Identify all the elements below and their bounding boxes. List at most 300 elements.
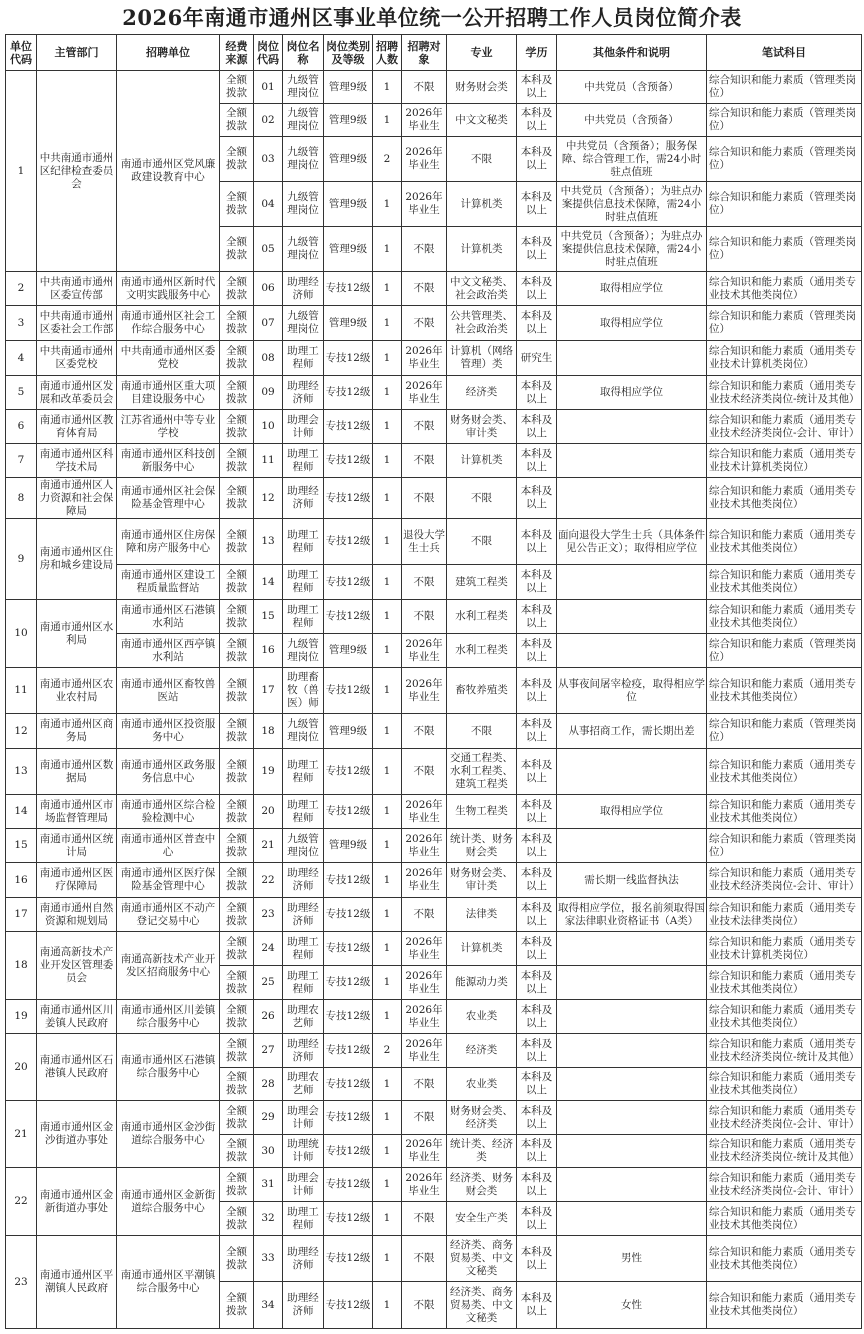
funding: 全额拨款	[220, 1202, 254, 1236]
funding: 全额拨款	[220, 182, 254, 227]
funding: 全额拨款	[220, 749, 254, 795]
notes	[557, 1034, 707, 1068]
headcount: 1	[373, 182, 402, 227]
job-code: 04	[254, 182, 283, 227]
column-header: 岗位类别及等级	[324, 35, 373, 71]
major: 农业类	[447, 1000, 517, 1034]
notes	[557, 1101, 707, 1135]
exam-subject: 综合知识和能力素质（管理类岗位）	[707, 182, 862, 227]
recruiting-unit: 南通市通州区平潮镇综合服务中心	[117, 1236, 220, 1329]
job-code: 26	[254, 1000, 283, 1034]
column-header: 其他条件和说明	[557, 35, 707, 71]
notes	[557, 444, 707, 478]
target: 2026年毕业生	[402, 966, 447, 1000]
recruiting-unit: 南通市通州区医疗保险基金管理中心	[117, 863, 220, 898]
target: 2026年毕业生	[402, 829, 447, 863]
job-code: 08	[254, 341, 283, 376]
job-code: 27	[254, 1034, 283, 1068]
headcount: 1	[373, 714, 402, 749]
table-row	[6, 634, 862, 668]
department: 中共南通市通州区纪律检查委员会	[37, 71, 117, 272]
department: 南通市通州区医疗保障局	[37, 863, 117, 898]
education: 本科及以上	[517, 565, 557, 600]
job-code: 11	[254, 444, 283, 478]
unit-code: 18	[6, 932, 37, 1000]
education: 本科及以上	[517, 410, 557, 444]
table-row	[6, 444, 862, 478]
job-title: 助理统计师	[283, 1135, 324, 1168]
major: 生物工程类	[447, 795, 517, 829]
recruiting-unit: 南通市通州区政务服务信息中心	[117, 749, 220, 795]
education: 本科及以上	[517, 863, 557, 898]
job-code: 25	[254, 966, 283, 1000]
job-code: 03	[254, 137, 283, 182]
exam-subject: 综合知识和能力素质（通用类专业技术经济类岗位-会计、审计）	[707, 410, 862, 444]
education: 本科及以上	[517, 71, 557, 104]
department: 南通市通州自然资源和规划局	[37, 898, 117, 932]
exam-subject: 综合知识和能力素质（管理类岗位）	[707, 137, 862, 182]
recruiting-unit: 南通高新技术产业开发区招商服务中心	[117, 932, 220, 1000]
notes: 中共党员（含预备）；为驻点办案提供信息技术保障，需24小时驻点值班	[557, 227, 707, 272]
positions-table	[5, 34, 862, 1329]
exam-subject: 综合知识和能力素质（通用类专业技术计算机类岗位）	[707, 341, 862, 376]
job-title: 九级管理岗位	[283, 104, 324, 137]
job-level: 专技12级	[324, 565, 373, 600]
target: 2026年毕业生	[402, 137, 447, 182]
exam-subject: 综合知识和能力素质（通用类专业技术其他类岗位）	[707, 519, 862, 565]
headcount: 1	[373, 272, 402, 306]
notes: 取得相应学位	[557, 376, 707, 410]
department: 南通市通州区农业农村局	[37, 668, 117, 714]
job-title: 助理工程师	[283, 444, 324, 478]
table-row	[6, 410, 862, 444]
job-title: 助理工程师	[283, 795, 324, 829]
page-title: 2026年南通市通州区事业单位统一公开招聘工作人员岗位简介表	[122, 5, 742, 30]
department: 南通市通州区金沙街道办事处	[37, 1101, 117, 1168]
target: 2026年毕业生	[402, 1135, 447, 1168]
unit-code: 22	[6, 1168, 37, 1236]
target: 2026年毕业生	[402, 932, 447, 966]
table-row	[6, 1236, 862, 1282]
table-row	[6, 932, 862, 966]
major: 计算机类	[447, 227, 517, 272]
job-title: 助理经济师	[283, 1034, 324, 1068]
job-title: 助理农艺师	[283, 1068, 324, 1101]
headcount: 1	[373, 1202, 402, 1236]
exam-subject: 综合知识和能力素质（通用类专业技术经济类岗位-会计、审计）	[707, 1101, 862, 1135]
funding: 全额拨款	[220, 341, 254, 376]
department: 南通市通州区人力资源和社会保障局	[37, 478, 117, 519]
exam-subject: 综合知识和能力素质（管理类岗位）	[707, 71, 862, 104]
job-code: 07	[254, 306, 283, 341]
target: 不限	[402, 898, 447, 932]
education: 本科及以上	[517, 1236, 557, 1282]
target: 2026年毕业生	[402, 1000, 447, 1034]
notes: 取得相应学位，报名前须取得国家法律职业资格证书（A类）	[557, 898, 707, 932]
job-title: 助理经济师	[283, 863, 324, 898]
exam-subject: 综合知识和能力素质（通用类专业技术法律类岗位）	[707, 898, 862, 932]
exam-subject: 综合知识和能力素质（通用类专业技术计算机类岗位）	[707, 444, 862, 478]
exam-subject: 综合知识和能力素质（管理类岗位）	[707, 634, 862, 668]
unit-code: 1	[6, 71, 37, 272]
education: 本科及以上	[517, 272, 557, 306]
job-code: 13	[254, 519, 283, 565]
target: 不限	[402, 227, 447, 272]
job-title: 九级管理岗位	[283, 634, 324, 668]
job-code: 12	[254, 478, 283, 519]
target: 2026年毕业生	[402, 634, 447, 668]
column-header: 岗位名称	[283, 35, 324, 71]
unit-code: 17	[6, 898, 37, 932]
unit-code: 13	[6, 749, 37, 795]
job-code: 01	[254, 71, 283, 104]
target: 不限	[402, 444, 447, 478]
notes: 取得相应学位	[557, 272, 707, 306]
target: 不限	[402, 1101, 447, 1135]
job-level: 专技12级	[324, 478, 373, 519]
exam-subject: 综合知识和能力素质（通用类专业技术其他类岗位）	[707, 600, 862, 634]
major: 畜牧养殖类	[447, 668, 517, 714]
job-level: 专技12级	[324, 1168, 373, 1202]
major: 农业类	[447, 1068, 517, 1101]
recruiting-unit: 南通市通州区石港镇综合服务中心	[117, 1034, 220, 1101]
major: 财务财会类、审计类	[447, 863, 517, 898]
education: 本科及以上	[517, 600, 557, 634]
table-row	[6, 306, 862, 341]
target: 2026年毕业生	[402, 376, 447, 410]
job-code: 05	[254, 227, 283, 272]
job-title: 九级管理岗位	[283, 227, 324, 272]
funding: 全额拨款	[220, 634, 254, 668]
column-header: 单位代码	[6, 35, 37, 71]
job-code: 29	[254, 1101, 283, 1135]
education: 本科及以上	[517, 306, 557, 341]
major: 计算机类	[447, 182, 517, 227]
funding: 全额拨款	[220, 714, 254, 749]
department: 南通市通州区住房和城乡建设局	[37, 519, 117, 600]
target: 2026年毕业生	[402, 863, 447, 898]
job-level: 管理9级	[324, 829, 373, 863]
job-title: 助理会计师	[283, 410, 324, 444]
recruiting-unit: 南通市通州区党风廉政建设教育中心	[117, 71, 220, 272]
target: 2026年毕业生	[402, 182, 447, 227]
column-header: 学历	[517, 35, 557, 71]
funding: 全额拨款	[220, 227, 254, 272]
major: 经济类、商务贸易类、中文文秘类	[447, 1236, 517, 1282]
funding: 全额拨款	[220, 1282, 254, 1329]
table-row	[6, 519, 862, 565]
table-row	[6, 71, 862, 104]
job-code: 14	[254, 565, 283, 600]
job-level: 专技12级	[324, 1236, 373, 1282]
table-row	[6, 898, 862, 932]
department: 南通市通州区川姜镇人民政府	[37, 1000, 117, 1034]
target: 2026年毕业生	[402, 795, 447, 829]
job-code: 23	[254, 898, 283, 932]
column-header: 招聘单位	[117, 35, 220, 71]
education: 本科及以上	[517, 668, 557, 714]
notes: 中共党员（含预备）；为驻点办案提供信息技术保障，需24小时驻点值班	[557, 182, 707, 227]
recruiting-unit: 南通市通州区综合检验检测中心	[117, 795, 220, 829]
job-code: 16	[254, 634, 283, 668]
notes	[557, 749, 707, 795]
table-row	[6, 565, 862, 600]
target: 2026年毕业生	[402, 341, 447, 376]
job-code: 02	[254, 104, 283, 137]
notes	[557, 1068, 707, 1101]
job-title: 助理工程师	[283, 565, 324, 600]
job-title: 九级管理岗位	[283, 71, 324, 104]
department: 中共南通市通州区委宣传部	[37, 272, 117, 306]
job-title: 助理经济师	[283, 898, 324, 932]
exam-subject: 综合知识和能力素质（通用类专业技术其他类岗位）	[707, 795, 862, 829]
job-title: 助理工程师	[283, 519, 324, 565]
major: 建筑工程类	[447, 565, 517, 600]
major: 计算机（网络管理）类	[447, 341, 517, 376]
job-title: 助理经济师	[283, 478, 324, 519]
headcount: 1	[373, 634, 402, 668]
headcount: 1	[373, 829, 402, 863]
table-row	[6, 749, 862, 795]
target: 不限	[402, 306, 447, 341]
funding: 全额拨款	[220, 104, 254, 137]
job-level: 专技12级	[324, 795, 373, 829]
exam-subject: 综合知识和能力素质（通用类专业技术其他类岗位）	[707, 668, 862, 714]
department: 南通市通州区石港镇人民政府	[37, 1034, 117, 1101]
table-row	[6, 341, 862, 376]
notes: 中共党员（含预备）	[557, 104, 707, 137]
job-code: 09	[254, 376, 283, 410]
major: 计算机类	[447, 932, 517, 966]
job-title: 助理工程师	[283, 749, 324, 795]
headcount: 2	[373, 137, 402, 182]
notes	[557, 966, 707, 1000]
table-row	[6, 600, 862, 634]
major: 不限	[447, 519, 517, 565]
notes: 中共党员（含预备）；服务保障、综合管理工作，需24小时驻点值班	[557, 137, 707, 182]
recruiting-unit: 南通市通州区社会工作综合服务中心	[117, 306, 220, 341]
major: 统计类、经济类	[447, 1135, 517, 1168]
recruiting-unit: 南通市通州区重大项目建设服务中心	[117, 376, 220, 410]
education: 本科及以上	[517, 376, 557, 410]
table-row	[6, 1034, 862, 1068]
job-level: 管理9级	[324, 634, 373, 668]
exam-subject: 综合知识和能力素质（管理类岗位）	[707, 829, 862, 863]
major: 能源动力类	[447, 966, 517, 1000]
headcount: 1	[373, 376, 402, 410]
notes	[557, 1135, 707, 1168]
job-level: 专技12级	[324, 376, 373, 410]
job-code: 30	[254, 1135, 283, 1168]
education: 本科及以上	[517, 898, 557, 932]
column-header: 经费来源	[220, 35, 254, 71]
major: 交通工程类、水利工程类、建筑工程类	[447, 749, 517, 795]
unit-code: 19	[6, 1000, 37, 1034]
notes	[557, 1000, 707, 1034]
recruiting-unit: 南通市通州区新时代文明实践服务中心	[117, 272, 220, 306]
exam-subject: 综合知识和能力素质（管理类岗位）	[707, 714, 862, 749]
notes	[557, 1202, 707, 1236]
headcount: 1	[373, 341, 402, 376]
job-level: 管理9级	[324, 306, 373, 341]
job-title: 助理经济师	[283, 1236, 324, 1282]
job-title: 助理经济师	[283, 272, 324, 306]
major: 经济类	[447, 376, 517, 410]
job-level: 专技12级	[324, 519, 373, 565]
recruiting-unit: 南通市通州区畜牧兽医站	[117, 668, 220, 714]
column-header: 招聘人数	[373, 35, 402, 71]
exam-subject: 综合知识和能力素质（管理类岗位）	[707, 104, 862, 137]
unit-code: 3	[6, 306, 37, 341]
funding: 全额拨款	[220, 1000, 254, 1034]
job-level: 专技12级	[324, 932, 373, 966]
job-code: 20	[254, 795, 283, 829]
unit-code: 7	[6, 444, 37, 478]
exam-subject: 综合知识和能力素质（通用类专业技术其他类岗位）	[707, 272, 862, 306]
funding: 全额拨款	[220, 71, 254, 104]
education: 本科及以上	[517, 227, 557, 272]
education: 本科及以上	[517, 478, 557, 519]
job-level: 管理9级	[324, 137, 373, 182]
job-level: 专技12级	[324, 1034, 373, 1068]
education: 本科及以上	[517, 1135, 557, 1168]
recruiting-unit: 南通市通州区不动产登记交易中心	[117, 898, 220, 932]
education: 本科及以上	[517, 966, 557, 1000]
job-title: 助理农艺师	[283, 1000, 324, 1034]
unit-code: 4	[6, 341, 37, 376]
job-title: 九级管理岗位	[283, 306, 324, 341]
table-row	[6, 376, 862, 410]
funding: 全额拨款	[220, 1236, 254, 1282]
unit-code: 16	[6, 863, 37, 898]
notes	[557, 1168, 707, 1202]
target: 不限	[402, 1068, 447, 1101]
column-header: 主管部门	[37, 35, 117, 71]
major: 财务财会类、审计类	[447, 410, 517, 444]
job-level: 专技12级	[324, 600, 373, 634]
job-level: 专技12级	[324, 749, 373, 795]
column-header: 岗位代码	[254, 35, 283, 71]
recruiting-unit: 南通市通州区社会保险基金管理中心	[117, 478, 220, 519]
target: 不限	[402, 749, 447, 795]
exam-subject: 综合知识和能力素质（通用类专业技术经济类岗位-会计、审计）	[707, 863, 862, 898]
notes: 需长期一线监督执法	[557, 863, 707, 898]
notes: 女性	[557, 1282, 707, 1329]
headcount: 1	[373, 668, 402, 714]
job-code: 24	[254, 932, 283, 966]
unit-code: 10	[6, 600, 37, 668]
exam-subject: 综合知识和能力素质（通用类专业技术其他类岗位）	[707, 1068, 862, 1101]
job-code: 06	[254, 272, 283, 306]
job-code: 32	[254, 1202, 283, 1236]
job-level: 专技12级	[324, 898, 373, 932]
unit-code: 15	[6, 829, 37, 863]
funding: 全额拨款	[220, 137, 254, 182]
unit-code: 9	[6, 519, 37, 600]
major: 经济类、财务财会类	[447, 1168, 517, 1202]
unit-code: 21	[6, 1101, 37, 1168]
notes: 从事招商工作，需长期出差	[557, 714, 707, 749]
table-row	[6, 829, 862, 863]
headcount: 1	[373, 227, 402, 272]
unit-code: 20	[6, 1034, 37, 1101]
department: 南通市通州区发展和改革委员会	[37, 376, 117, 410]
job-level: 专技12级	[324, 272, 373, 306]
funding: 全额拨款	[220, 306, 254, 341]
headcount: 1	[373, 898, 402, 932]
education: 本科及以上	[517, 104, 557, 137]
department: 南通市通州区统计局	[37, 829, 117, 863]
funding: 全额拨款	[220, 795, 254, 829]
column-header: 招聘对象	[402, 35, 447, 71]
headcount: 1	[373, 565, 402, 600]
funding: 全额拨款	[220, 829, 254, 863]
job-level: 管理9级	[324, 71, 373, 104]
job-code: 19	[254, 749, 283, 795]
headcount: 1	[373, 932, 402, 966]
major: 统计类、财务财会类	[447, 829, 517, 863]
department: 南通市通州区水利局	[37, 600, 117, 668]
funding: 全额拨款	[220, 668, 254, 714]
major: 不限	[447, 137, 517, 182]
recruiting-unit: 南通市通州区石港镇水利站	[117, 600, 220, 634]
education: 本科及以上	[517, 1000, 557, 1034]
funding: 全额拨款	[220, 932, 254, 966]
notes	[557, 829, 707, 863]
major: 水利工程类	[447, 600, 517, 634]
target: 不限	[402, 272, 447, 306]
target: 2026年毕业生	[402, 1168, 447, 1202]
notes: 中共党员（含预备）	[557, 71, 707, 104]
exam-subject: 综合知识和能力素质（通用类专业技术其他类岗位）	[707, 1282, 862, 1329]
target: 不限	[402, 1236, 447, 1282]
exam-subject: 综合知识和能力素质（通用类专业技术计算机类岗位）	[707, 932, 862, 966]
job-level: 管理9级	[324, 227, 373, 272]
exam-subject: 综合知识和能力素质（管理类岗位）	[707, 306, 862, 341]
notes	[557, 565, 707, 600]
target: 不限	[402, 714, 447, 749]
table-row	[6, 478, 862, 519]
exam-subject: 综合知识和能力素质（通用类专业技术经济类岗位-统计及其他）	[707, 1135, 862, 1168]
job-code: 31	[254, 1168, 283, 1202]
headcount: 1	[373, 1000, 402, 1034]
education: 本科及以上	[517, 182, 557, 227]
target: 不限	[402, 410, 447, 444]
education: 本科及以上	[517, 829, 557, 863]
unit-code: 11	[6, 668, 37, 714]
job-code: 34	[254, 1282, 283, 1329]
job-level: 专技12级	[324, 1202, 373, 1236]
headcount: 1	[373, 410, 402, 444]
job-level: 专技12级	[324, 966, 373, 1000]
headcount: 1	[373, 749, 402, 795]
headcount: 2	[373, 1034, 402, 1068]
major: 不限	[447, 714, 517, 749]
recruiting-unit: 南通市通州区投资服务中心	[117, 714, 220, 749]
job-level: 专技12级	[324, 1101, 373, 1135]
table-row	[6, 863, 862, 898]
notes: 从事夜间屠宰检疫，取得相应学位	[557, 668, 707, 714]
job-level: 管理9级	[324, 104, 373, 137]
header-row	[6, 35, 862, 71]
funding: 全额拨款	[220, 1168, 254, 1202]
job-title: 九级管理岗位	[283, 137, 324, 182]
major: 计算机类	[447, 444, 517, 478]
funding: 全额拨款	[220, 410, 254, 444]
job-title: 助理会计师	[283, 1168, 324, 1202]
table-row	[6, 1000, 862, 1034]
major: 财务财会类	[447, 71, 517, 104]
